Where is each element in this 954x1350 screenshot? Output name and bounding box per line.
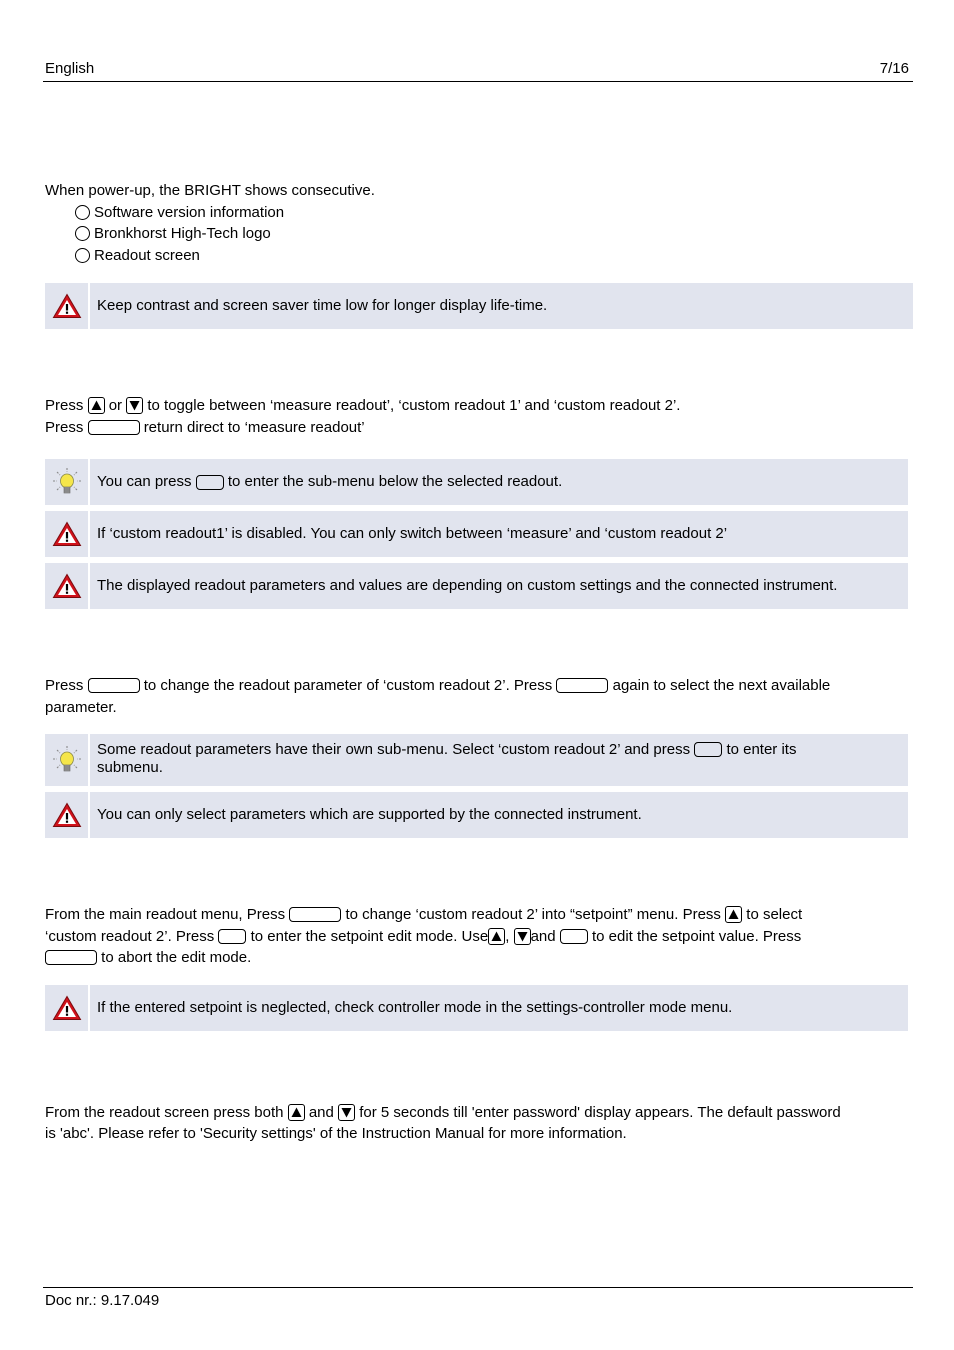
page-number: 7/16 [879, 60, 909, 77]
param-line-1: Press to change the readout parameter of ‘custom readout 2’. Press again to select the next available [45, 677, 831, 694]
arrow-down-key-icon [338, 1104, 355, 1121]
param-line-2: parameter. [45, 699, 117, 716]
warning-text: Keep contrast and screen saver time low for longer display life-time. [97, 297, 548, 314]
security-line-2: is 'abc'. Please refer to 'Security settings' of the Instruction Manual for more information. [45, 1125, 627, 1142]
tip-text: You can press to enter the sub-menu below the selected readout. [97, 473, 563, 490]
toggle-line-1: Press or to toggle between ‘measure readout’, ‘custom readout 1’ and ‘custom readout 2’. [45, 397, 681, 414]
setpoint-line-2: ‘custom readout 2’. Press to enter the setpoint edit mode. Use , and to edit the setpoint value. Press [45, 928, 802, 945]
warning-text: You can only select parameters which are supported by the connected instrument. [97, 806, 642, 823]
security-line-1: From the readout screen press both and for 5 seconds till 'enter password' display appears. The default password [45, 1104, 841, 1121]
tip-note [45, 459, 908, 505]
enter-key-icon [694, 742, 722, 757]
powerup-intro: When power-up, the BRIGHT shows consecutive. [45, 182, 375, 199]
toggle-line-2: Press return direct to ‘measure readout’ [45, 419, 365, 436]
circle-bullet-icon [75, 205, 90, 220]
warning-text: The displayed readout parameters and values are depending on custom settings and the connected instrument. [97, 577, 838, 594]
list-item [75, 245, 200, 266]
enter-key-icon [196, 475, 224, 490]
warning-note [45, 563, 908, 609]
list-item-label: Software version information [94, 204, 285, 221]
warning-triangle-icon [52, 995, 82, 1021]
arrow-up-key-icon [488, 928, 505, 945]
list-item-label: Readout screen [94, 247, 200, 264]
setpoint-line-3: to abort the edit mode. [45, 947, 251, 968]
wide-key-icon [289, 907, 341, 922]
tip-text: Some readout parameters have their own sub-menu. Select ‘custom readout 2’ and press to enter its submenu. [97, 741, 797, 776]
wide-key-icon [88, 420, 140, 435]
header-language: English [45, 60, 95, 77]
enter-key-icon [560, 929, 588, 944]
arrow-down-key-icon [514, 928, 531, 945]
lightbulb-icon [52, 745, 82, 775]
arrow-up-key-icon [88, 397, 105, 414]
circle-bullet-icon [75, 226, 90, 241]
warning-triangle-icon [52, 802, 82, 828]
document-number: Doc nr.: 9.17.049 [45, 1292, 160, 1309]
list-item-label: Bronkhorst High-Tech logo [94, 225, 271, 242]
arrow-up-key-icon [725, 906, 742, 923]
warning-note [45, 283, 913, 329]
footer-rule [43, 1287, 913, 1288]
list-item [75, 202, 284, 223]
enter-key-icon [218, 929, 246, 944]
arrow-up-key-icon [288, 1104, 305, 1121]
tip-note [45, 734, 908, 786]
circle-bullet-icon [75, 248, 90, 263]
warning-text: If the entered setpoint is neglected, check controller mode in the settings-controller mode menu. [97, 999, 733, 1016]
warning-triangle-icon [52, 293, 82, 319]
warning-note [45, 985, 908, 1031]
setpoint-line-1: From the main readout menu, Press to change ‘custom readout 2’ into “setpoint” menu. Press to select [45, 906, 803, 923]
list-item [75, 223, 271, 244]
header-rule [43, 81, 913, 82]
wide-key-icon [556, 678, 608, 693]
warning-triangle-icon [52, 573, 82, 599]
arrow-down-key-icon [126, 397, 143, 414]
warning-note [45, 792, 908, 838]
warning-note [45, 511, 908, 557]
warning-text: If ‘custom readout1’ is disabled. You can only switch between ‘measure’ and ‘custom readout 2’ [97, 525, 728, 542]
wide-key-icon [88, 678, 140, 693]
lightbulb-icon [52, 467, 82, 497]
wide-key-icon [45, 950, 97, 965]
warning-triangle-icon [52, 521, 82, 547]
